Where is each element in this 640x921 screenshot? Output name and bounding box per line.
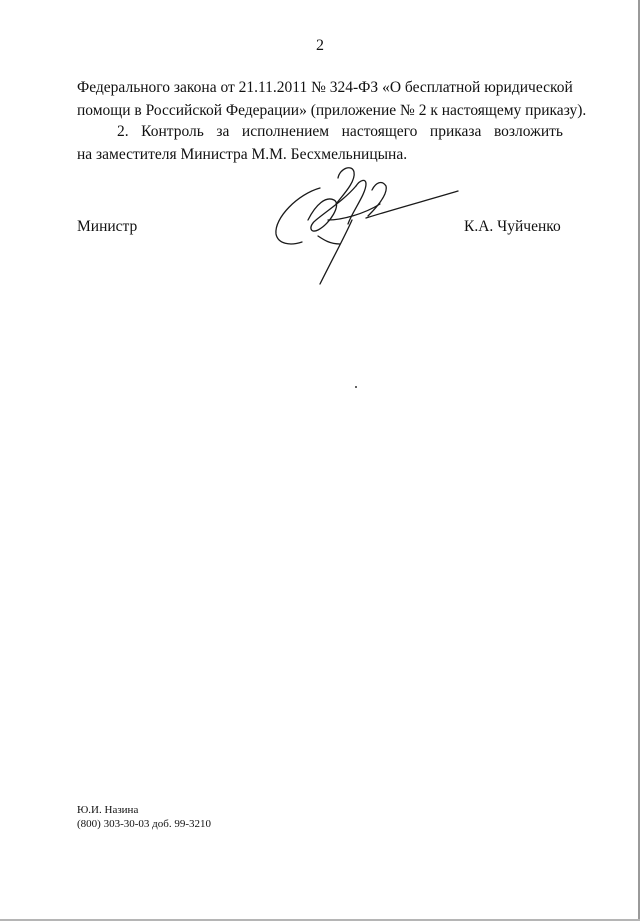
handwritten-signature <box>268 160 464 290</box>
paragraph-line: на заместителя Министра М.М. Бесхмельницына. <box>77 145 408 163</box>
signatory-role: Министр <box>77 218 138 235</box>
page-number: 2 <box>316 37 324 54</box>
footer-contact <box>77 803 211 831</box>
paragraph-line: Федерального закона от 21.11.2011 № 324-ФЗ «О бесплатной юридической <box>77 79 573 96</box>
paragraph-law-reference <box>77 77 587 122</box>
paragraph-line: 2. Контроль за исполнением настоящего приказа возложить <box>117 123 563 140</box>
paragraph-line: помощи в Российской Федерации» (приложение № 2 к настоящему приказу). <box>77 101 587 119</box>
footer-author: Ю.И. Назина <box>77 804 139 816</box>
footer-phone: (800) 303-30-03 доб. 99-3210 <box>77 818 212 830</box>
stray-mark <box>355 386 357 388</box>
signatory-name: К.А. Чуйченко <box>464 218 561 235</box>
